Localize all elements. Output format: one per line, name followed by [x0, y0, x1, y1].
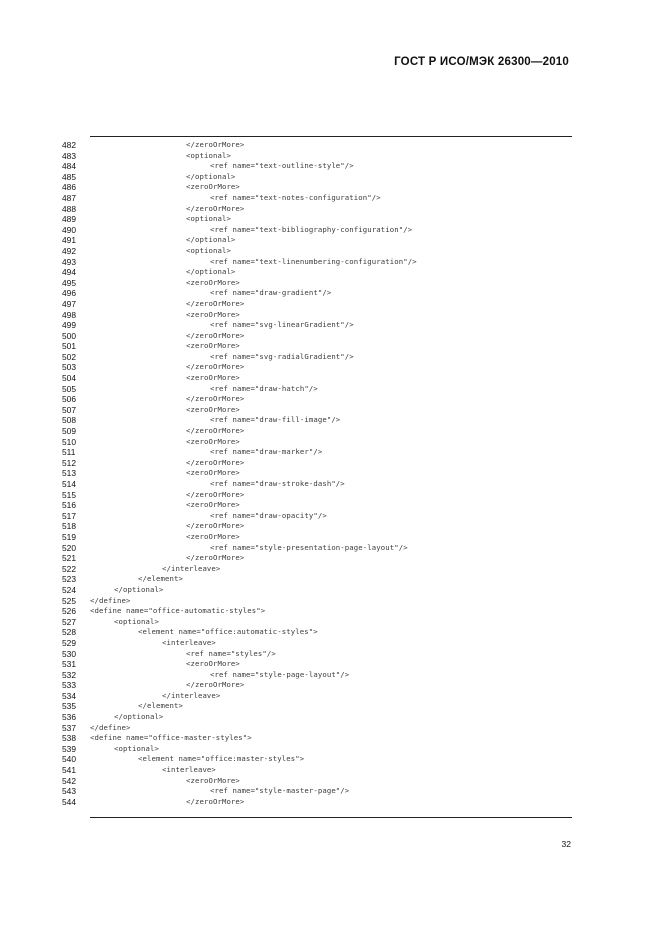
- code-line: [0, 744, 661, 755]
- code-line: [0, 384, 661, 395]
- code-text: <ref name="svg-radialGradient"/>: [210, 351, 354, 361]
- code-text: <zeroOrMore>: [186, 775, 240, 785]
- line-number: 485: [62, 171, 76, 182]
- code-line: [0, 235, 661, 246]
- code-line: [0, 310, 661, 321]
- code-line: [0, 415, 661, 426]
- line-number: 497: [62, 298, 76, 309]
- code-line: [0, 606, 661, 617]
- code-line: [0, 204, 661, 215]
- code-text: <ref name="draw-gradient"/>: [210, 288, 332, 298]
- code-text: <zeroOrMore>: [186, 341, 240, 351]
- code-line: [0, 532, 661, 543]
- line-number: 542: [62, 775, 76, 786]
- code-text: <zeroOrMore>: [186, 182, 240, 192]
- line-number: 503: [62, 362, 76, 373]
- code-line: [0, 320, 661, 331]
- line-number: 522: [62, 563, 76, 574]
- code-line: [0, 447, 661, 458]
- code-text: <zeroOrMore>: [186, 277, 240, 287]
- code-line: [0, 786, 661, 797]
- code-line: [0, 797, 661, 808]
- line-number: 484: [62, 161, 76, 172]
- line-number: 527: [62, 616, 76, 627]
- code-text: <zeroOrMore>: [186, 531, 240, 541]
- code-text: </element>: [138, 701, 183, 711]
- code-line: [0, 627, 661, 638]
- code-line: [0, 331, 661, 342]
- code-line: [0, 299, 661, 310]
- code-line: [0, 257, 661, 268]
- code-line: [0, 543, 661, 554]
- code-line: [0, 691, 661, 702]
- line-number: 540: [62, 754, 76, 765]
- code-line: [0, 458, 661, 469]
- code-line: [0, 490, 661, 501]
- code-line: [0, 405, 661, 416]
- code-text: <define name="office-master-styles">: [90, 733, 252, 743]
- line-number: 506: [62, 394, 76, 405]
- code-line: [0, 246, 661, 257]
- code-text: <zeroOrMore>: [186, 309, 240, 319]
- code-text: <optional>: [114, 616, 159, 626]
- code-line: [0, 172, 661, 183]
- code-text: <ref name="text-bibliography-configuration"/>: [210, 224, 413, 234]
- code-line: [0, 617, 661, 628]
- line-number: 519: [62, 531, 76, 542]
- line-number: 520: [62, 542, 76, 553]
- code-text: <ref name="styles"/>: [186, 648, 276, 658]
- line-number: 537: [62, 722, 76, 733]
- code-line: [0, 214, 661, 225]
- code-line: [0, 182, 661, 193]
- code-text: <optional>: [114, 743, 159, 753]
- code-text: </define>: [90, 595, 131, 605]
- code-text: <element name="office:master-styles">: [138, 754, 305, 764]
- code-line: [0, 500, 661, 511]
- code-line: [0, 765, 661, 776]
- line-number: 510: [62, 436, 76, 447]
- code-line: [0, 140, 661, 151]
- code-line: [0, 288, 661, 299]
- code-text: </zeroOrMore>: [186, 330, 245, 340]
- code-line: [0, 574, 661, 585]
- line-number: 513: [62, 468, 76, 479]
- code-text: <ref name="text-outline-style"/>: [210, 161, 354, 171]
- code-text: <ref name="text-linenumbering-configuration"/>: [210, 256, 417, 266]
- line-number: 502: [62, 351, 76, 362]
- code-line: [0, 394, 661, 405]
- code-text: <ref name="style-master-page"/>: [210, 786, 350, 796]
- code-text: </zeroOrMore>: [186, 298, 245, 308]
- code-text: <zeroOrMore>: [186, 373, 240, 383]
- line-number: 528: [62, 627, 76, 638]
- code-text: </optional>: [186, 235, 236, 245]
- code-line: [0, 670, 661, 681]
- line-number: 526: [62, 606, 76, 617]
- code-line: [0, 754, 661, 765]
- code-text: </zeroOrMore>: [186, 553, 245, 563]
- line-number: 493: [62, 256, 76, 267]
- page-number: 32: [561, 839, 571, 849]
- code-line: [0, 193, 661, 204]
- line-number: 530: [62, 648, 76, 659]
- code-text: <ref name="draw-stroke-dash"/>: [210, 479, 345, 488]
- code-line: [0, 352, 661, 363]
- line-number: 483: [62, 150, 76, 161]
- code-text: <zeroOrMore>: [186, 468, 240, 478]
- code-line: [0, 437, 661, 448]
- line-number: 494: [62, 267, 76, 278]
- line-number: 531: [62, 659, 76, 670]
- code-text: </define>: [90, 722, 131, 732]
- code-text: <optional>: [186, 214, 231, 224]
- code-text: </interleave>: [162, 563, 221, 573]
- line-number: 543: [62, 786, 76, 797]
- code-text: <ref name="draw-fill-image"/>: [210, 415, 341, 425]
- line-number: 512: [62, 457, 76, 468]
- code-text: </optional>: [114, 712, 164, 722]
- line-number: 492: [62, 245, 76, 256]
- line-number: 490: [62, 224, 76, 235]
- line-number: 504: [62, 373, 76, 384]
- code-text: <ref name="svg-linearGradient"/>: [210, 320, 354, 330]
- code-listing: [0, 140, 661, 807]
- code-text: </optional>: [114, 584, 164, 594]
- code-line: [0, 426, 661, 437]
- code-line: [0, 712, 661, 723]
- line-number: 487: [62, 192, 76, 203]
- code-line: [0, 596, 661, 607]
- code-text: <zeroOrMore>: [186, 659, 240, 669]
- line-number: 534: [62, 690, 76, 701]
- line-number: 518: [62, 521, 76, 532]
- code-text: <zeroOrMore>: [186, 500, 240, 510]
- code-line: [0, 267, 661, 278]
- code-text: <ref name="draw-hatch"/>: [210, 383, 318, 393]
- code-line: [0, 659, 661, 670]
- line-number: 535: [62, 701, 76, 712]
- code-line: [0, 733, 661, 744]
- line-number: 536: [62, 712, 76, 723]
- line-number: 495: [62, 277, 76, 288]
- line-number: 482: [62, 140, 76, 150]
- code-line: [0, 362, 661, 373]
- line-number: 517: [62, 510, 76, 521]
- line-number: 539: [62, 743, 76, 754]
- top-rule: [90, 136, 572, 137]
- code-line: [0, 680, 661, 691]
- line-number: 489: [62, 214, 76, 225]
- code-line: [0, 553, 661, 564]
- line-number: 516: [62, 500, 76, 511]
- line-number: 507: [62, 404, 76, 415]
- code-text: </zeroOrMore>: [186, 203, 245, 213]
- code-text: <ref name="style-presentation-page-layout"/>: [210, 542, 408, 552]
- line-number: 491: [62, 235, 76, 246]
- line-number: 508: [62, 415, 76, 426]
- code-text: </zeroOrMore>: [186, 140, 245, 149]
- code-text: <ref name="draw-opacity"/>: [210, 510, 327, 520]
- code-text: </interleave>: [162, 690, 221, 700]
- code-text: </element>: [138, 574, 183, 584]
- code-text: </zeroOrMore>: [186, 457, 245, 467]
- code-line: [0, 638, 661, 649]
- code-text: <define name="office-automatic-styles">: [90, 606, 266, 616]
- line-number: 486: [62, 182, 76, 193]
- code-text: <zeroOrMore>: [186, 404, 240, 414]
- code-text: </optional>: [186, 171, 236, 181]
- line-number: 541: [62, 765, 76, 776]
- line-number: 514: [62, 479, 76, 489]
- code-text: <ref name="draw-marker"/>: [210, 447, 323, 457]
- code-line: [0, 278, 661, 289]
- code-text: </zeroOrMore>: [186, 521, 245, 531]
- line-number: 509: [62, 426, 76, 437]
- line-number: 511: [62, 447, 76, 458]
- line-number: 529: [62, 637, 76, 648]
- line-number: 501: [62, 341, 76, 352]
- code-line: [0, 511, 661, 522]
- code-line: [0, 585, 661, 596]
- code-text: </zeroOrMore>: [186, 489, 245, 499]
- code-line: [0, 468, 661, 479]
- line-number: 515: [62, 489, 76, 500]
- line-number: 496: [62, 288, 76, 299]
- code-text: <ref name="style-page-layout"/>: [210, 669, 350, 679]
- line-number: 544: [62, 796, 76, 807]
- line-number: 523: [62, 574, 76, 585]
- line-number: 524: [62, 584, 76, 595]
- code-line: [0, 161, 661, 172]
- code-text: <optional>: [186, 150, 231, 160]
- line-number: 538: [62, 733, 76, 744]
- code-text: <interleave>: [162, 637, 216, 647]
- code-text: </zeroOrMore>: [186, 426, 245, 436]
- code-text: </optional>: [186, 267, 236, 277]
- code-line: [0, 521, 661, 532]
- line-number: 532: [62, 669, 76, 680]
- line-number: 505: [62, 383, 76, 394]
- line-number: 498: [62, 309, 76, 320]
- code-line: [0, 341, 661, 352]
- code-text: </zeroOrMore>: [186, 680, 245, 690]
- code-line: [0, 373, 661, 384]
- line-number: 533: [62, 680, 76, 691]
- code-text: </zeroOrMore>: [186, 394, 245, 404]
- code-text: <element name="office:automatic-styles">: [138, 627, 318, 637]
- line-number: 499: [62, 320, 76, 331]
- code-line: [0, 225, 661, 236]
- bottom-rule: [90, 817, 572, 818]
- line-number: 500: [62, 330, 76, 341]
- code-line: [0, 701, 661, 712]
- code-text: <optional>: [186, 245, 231, 255]
- code-line: [0, 564, 661, 575]
- code-line: [0, 649, 661, 660]
- code-text: </zeroOrMore>: [186, 362, 245, 372]
- code-text: <interleave>: [162, 765, 216, 775]
- line-number: 525: [62, 595, 76, 606]
- code-line: [0, 479, 661, 490]
- code-line: [0, 723, 661, 734]
- code-line: [0, 151, 661, 162]
- document-header: ГОСТ Р ИСО/МЭК 26300—2010: [394, 56, 569, 68]
- code-text: </zeroOrMore>: [186, 796, 245, 806]
- line-number: 488: [62, 203, 76, 214]
- code-text: <zeroOrMore>: [186, 436, 240, 446]
- code-line: [0, 776, 661, 787]
- line-number: 521: [62, 553, 76, 564]
- code-text: <ref name="text-notes-configuration"/>: [210, 192, 381, 202]
